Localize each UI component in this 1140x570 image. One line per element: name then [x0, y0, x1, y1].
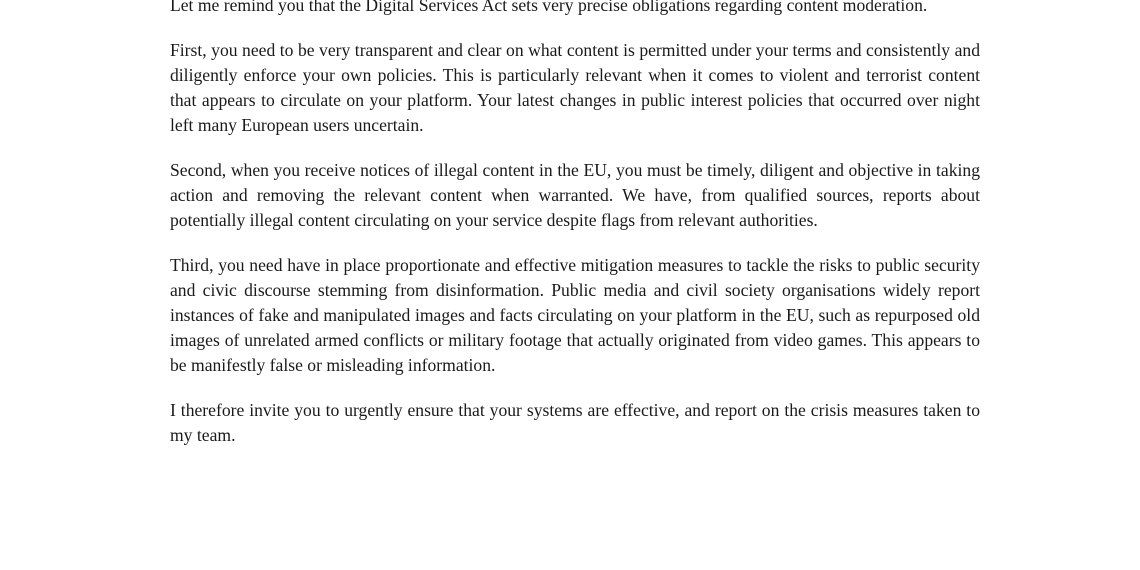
letter-body — [170, 0, 980, 468]
paragraph-third-obligation: Third, you need have in place proportionate and effective mitigation measures to tackle the risks to public security and civic discourse stemming from disinformation. Public media and civil society organisations widely report instances of fake and manipulated images and facts circulating on your platform in the EU, such as repurposed old images of unrelated armed conflicts or military footage that actually originated from video games. This appears to be manifestly false or misleading information. — [170, 255, 980, 375]
paragraph-second-obligation: Second, when you receive notices of illegal content in the EU, you must be timely, diligent and objective in taking action and removing the relevant content when warranted. We have, from qualified sources, reports about potentially illegal content circulating on your service despite flags from relevant authorities. — [170, 160, 980, 230]
paragraph-first-obligation: First, you need to be very transparent and clear on what content is permitted under your terms and consistently and diligently enforce your own policies. This is particularly relevant when it comes to violent and terrorist content that appears to circulate on your platform. Your latest changes in public interest policies that occurred over night left many European users uncertain. — [170, 40, 980, 135]
paragraph-invitation: I therefore invite you to urgently ensure that your systems are effective, and report on the crisis measures taken to my team. — [170, 400, 980, 445]
paragraph-reminder: Let me remind you that the Digital Services Act sets very precise obligations regarding content moderation. — [170, 0, 928, 15]
